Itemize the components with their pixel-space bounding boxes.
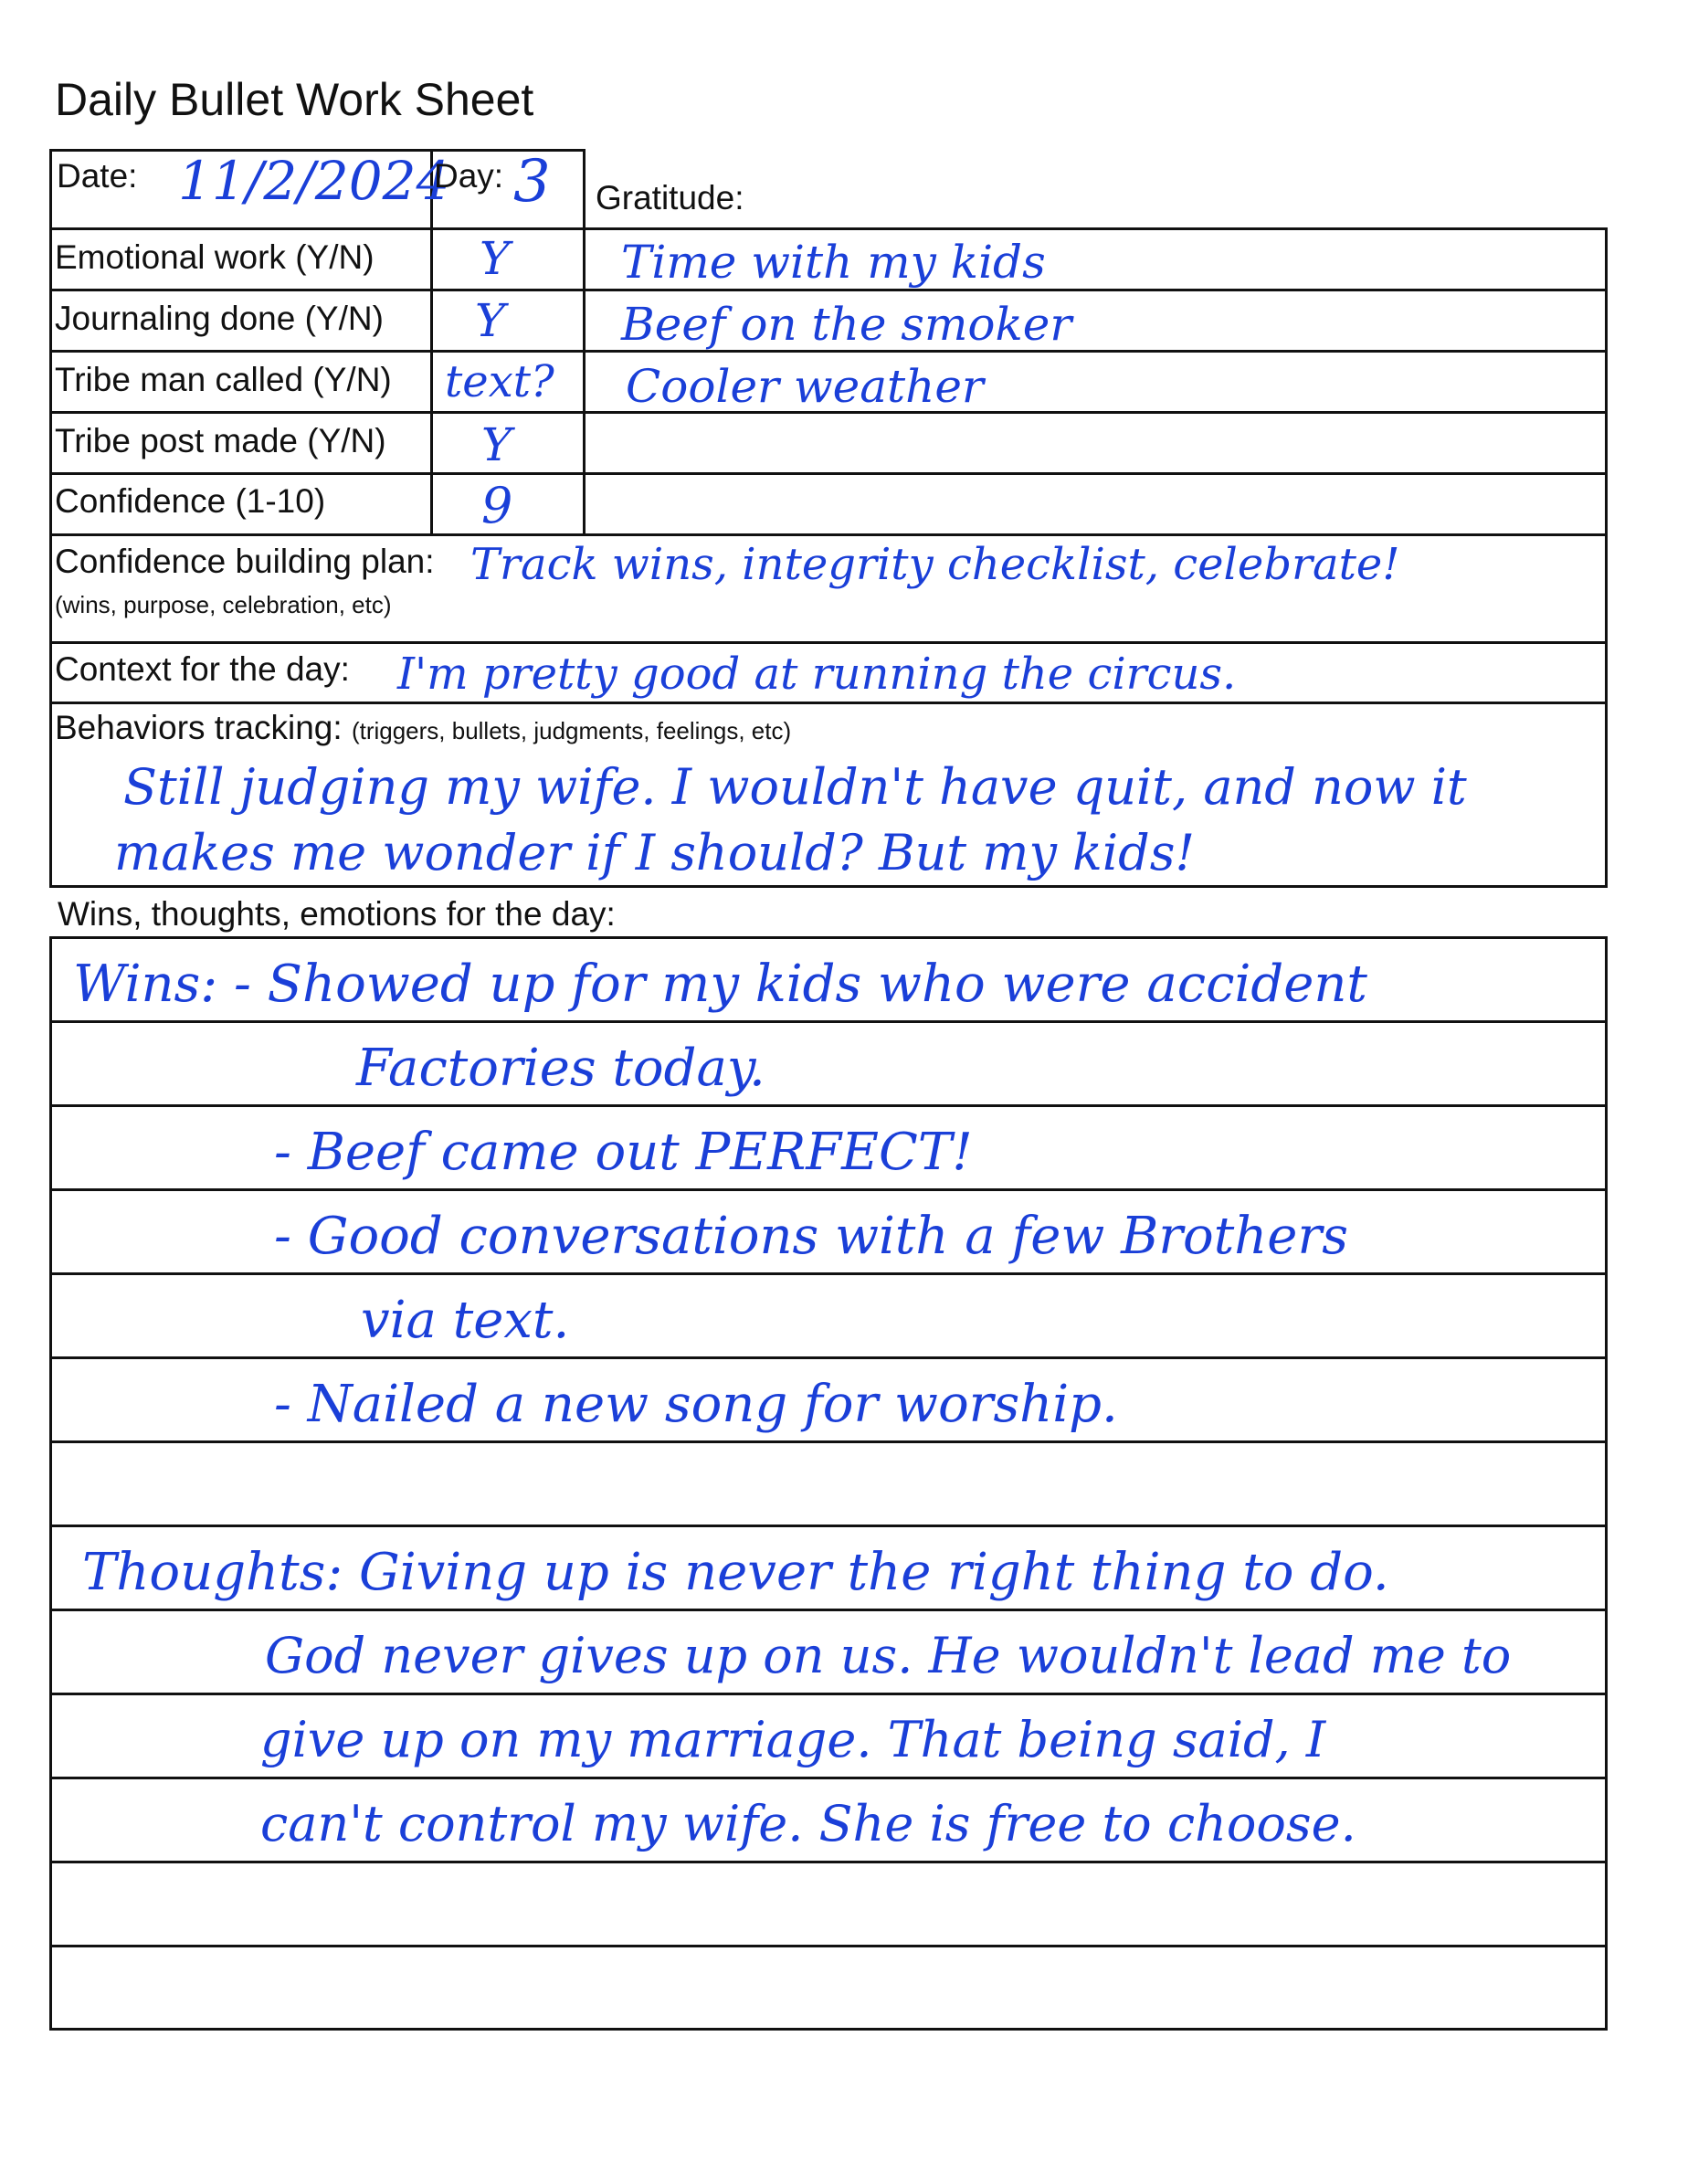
wins-line: via text. xyxy=(361,1291,570,1350)
row-divider xyxy=(49,641,1608,644)
date-label: Date: xyxy=(57,157,138,195)
behaviors-label-text: Behaviors tracking: xyxy=(55,709,343,746)
row-divider xyxy=(49,1945,1608,1947)
row-divider xyxy=(49,1525,1608,1527)
day-label: Day: xyxy=(434,157,504,195)
wins-section-label: Wins, thoughts, emotions for the day: xyxy=(58,895,616,933)
gratitude-item: Beef on the smoker xyxy=(621,298,1072,351)
behaviors-sublabel: (triggers, bullets, judgments, feelings, etc) xyxy=(351,717,792,744)
row-value-journaling: Y xyxy=(475,294,506,347)
wins-line: - Nailed a new song for worship. xyxy=(274,1375,1118,1434)
wins-line: - Good conversations with a few Brothers xyxy=(274,1207,1348,1266)
row-divider xyxy=(49,1693,1608,1695)
row-divider xyxy=(49,472,1608,475)
wins-box xyxy=(49,936,1608,2031)
row-divider xyxy=(49,702,1608,704)
row-divider xyxy=(49,1020,1608,1023)
confidence-plan-value: Track wins, integrity checklist, celebrate! xyxy=(470,539,1400,590)
context-value: I'm pretty good at running the circus. xyxy=(397,649,1237,700)
row-value-emotional-work: Y xyxy=(480,232,511,285)
row-value-tribe-post: Y xyxy=(481,418,512,471)
day-value: 3 xyxy=(513,148,551,216)
row-label-tribe-called: Tribe man called (Y/N) xyxy=(55,361,392,398)
row-divider xyxy=(49,1188,1608,1191)
behaviors-line: makes me wonder if I should? But my kids! xyxy=(114,824,1196,881)
row-label-emotional-work: Emotional work (Y/N) xyxy=(55,238,375,276)
value-column-divider xyxy=(430,227,433,536)
thoughts-line: God never gives up on us. He wouldn't lead me to xyxy=(265,1627,1512,1684)
row-label-tribe-post: Tribe post made (Y/N) xyxy=(55,422,386,459)
row-divider xyxy=(49,1356,1608,1359)
behaviors-line: Still judging my wife. I wouldn't have quit, and now it xyxy=(123,758,1467,816)
behaviors-label xyxy=(55,709,791,747)
thoughts-line: can't control my wife. She is free to choose. xyxy=(260,1795,1356,1852)
row-value-confidence: 9 xyxy=(481,477,513,534)
wins-line: Factories today. xyxy=(356,1039,765,1098)
page-title: Daily Bullet Work Sheet xyxy=(55,74,534,125)
thoughts-line: Thoughts: Giving up is never the right thing to do. xyxy=(82,1543,1389,1602)
thoughts-line: give up on my marriage. That being said, I xyxy=(260,1711,1326,1768)
row-value-tribe-called: text? xyxy=(445,356,554,407)
gratitude-item: Cooler weather xyxy=(626,360,984,413)
row-divider xyxy=(49,1861,1608,1863)
confidence-plan-label: Confidence building plan: xyxy=(55,543,435,580)
confidence-plan-sublabel: (wins, purpose, celebration, etc) xyxy=(55,591,392,618)
row-divider xyxy=(49,1609,1608,1611)
gratitude-item: Time with my kids xyxy=(621,236,1046,289)
date-value: 11/2/2024 xyxy=(178,150,450,212)
wins-line: Wins: - Showed up for my kids who were accident xyxy=(73,955,1367,1014)
gratitude-label: Gratitude: xyxy=(596,179,744,216)
wins-line: - Beef came out PERFECT! xyxy=(274,1123,973,1182)
row-label-journaling: Journaling done (Y/N) xyxy=(55,300,384,337)
row-divider xyxy=(49,1272,1608,1275)
row-divider xyxy=(49,1104,1608,1107)
row-label-confidence: Confidence (1-10) xyxy=(55,482,326,520)
gratitude-column-divider xyxy=(583,227,586,536)
context-label: Context for the day: xyxy=(55,650,350,688)
row-divider xyxy=(49,1440,1608,1443)
row-divider xyxy=(49,1777,1608,1779)
row-divider xyxy=(49,289,1608,291)
